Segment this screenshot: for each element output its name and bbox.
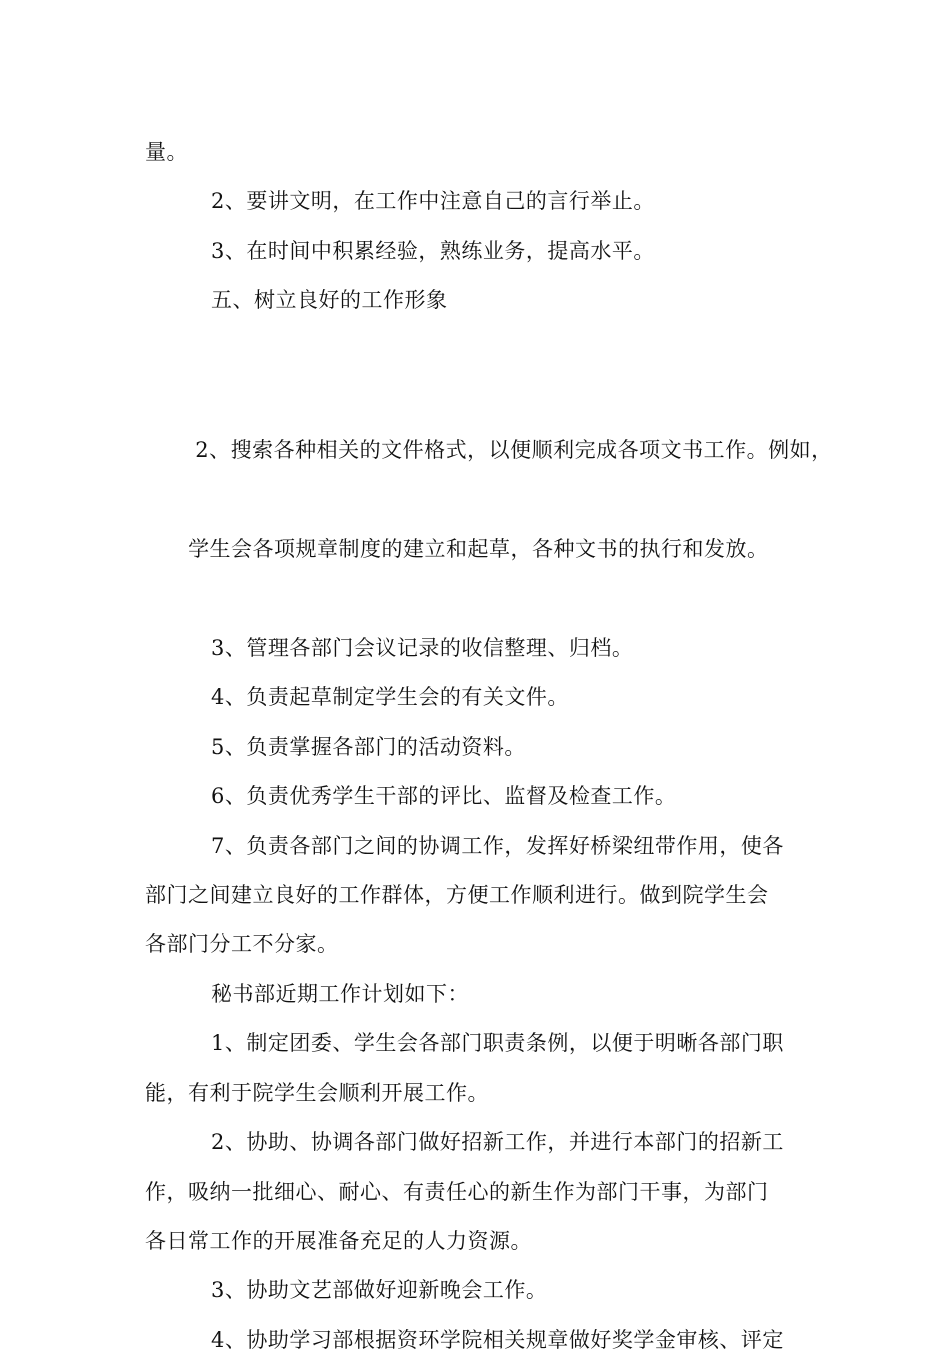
text-line: 5、负责掌握各部门的活动资料。 bbox=[211, 734, 526, 759]
text-line: 4、协助学习部根据资环学院相关规章做好奖学金审核、评定 bbox=[211, 1327, 784, 1352]
text-block-top bbox=[145, 128, 815, 326]
text-line: 2、协助、协调各部门做好招新工作，并进行本部门的招新工 bbox=[211, 1130, 784, 1155]
text-line: 部门之间建立良好的工作群体，方便工作顺利进行。做到院学生会 bbox=[145, 883, 769, 908]
paragraph-item bbox=[145, 673, 815, 722]
paragraph-continuation bbox=[145, 128, 815, 177]
text-line: 3、管理各部门会议记录的收信整理、归档。 bbox=[211, 636, 634, 661]
text-line: 各部门分工不分家。 bbox=[145, 932, 339, 957]
text-block-main bbox=[145, 377, 833, 1365]
paragraph-item bbox=[145, 624, 815, 673]
paragraph-item bbox=[145, 772, 815, 821]
text-line: 各日常工作的开展准备充足的人力资源。 bbox=[145, 1228, 532, 1253]
text-line: 五、树立良好的工作形象 bbox=[211, 288, 448, 313]
paragraph-item bbox=[145, 822, 815, 970]
text-line: 4、负责起草制定学生会的有关文件。 bbox=[211, 685, 569, 710]
text-line: 3、在时间中积累经验，熟练业务，提高水平。 bbox=[211, 238, 655, 263]
text-line: 学生会各项规章制度的建立和起草，各种文书的执行和发放。 bbox=[188, 537, 769, 562]
text-line: 3、协助文艺部做好迎新晚会工作。 bbox=[211, 1278, 548, 1303]
section-heading bbox=[145, 276, 815, 325]
text-line: 秘书部近期工作计划如下： bbox=[211, 981, 469, 1006]
paragraph-item bbox=[145, 1316, 815, 1365]
text-line: 7、负责各部门之间的协调工作，发挥好桥梁纽带作用，使各 bbox=[211, 833, 784, 858]
paragraph-item bbox=[145, 1266, 815, 1315]
text-line: 作，吸纳一批细心、耐心、有责任心的新生作为部门干事，为部门 bbox=[145, 1179, 769, 1204]
text-line: 1、制定团委、学生会各部门职责条例，以便于明晰各部门职 bbox=[211, 1031, 784, 1056]
paragraph-item bbox=[145, 377, 833, 624]
paragraph-item bbox=[145, 1118, 815, 1266]
text-line: 量。 bbox=[145, 140, 188, 164]
paragraph-heading bbox=[145, 970, 815, 1019]
paragraph-item bbox=[145, 1019, 815, 1118]
text-line: 2、搜索各种相关的文件格式，以便顺利完成各项文书工作。例如， bbox=[188, 438, 833, 463]
paragraph-item bbox=[145, 723, 815, 772]
text-line: 2、要讲文明，在工作中注意自己的言行举止。 bbox=[211, 189, 655, 214]
text-line: 6、负责优秀学生干部的评比、监督及检查工作。 bbox=[211, 784, 677, 809]
paragraph-item bbox=[145, 227, 815, 276]
text-line: 能，有利于院学生会顺利开展工作。 bbox=[145, 1080, 489, 1105]
paragraph-item bbox=[145, 177, 815, 226]
